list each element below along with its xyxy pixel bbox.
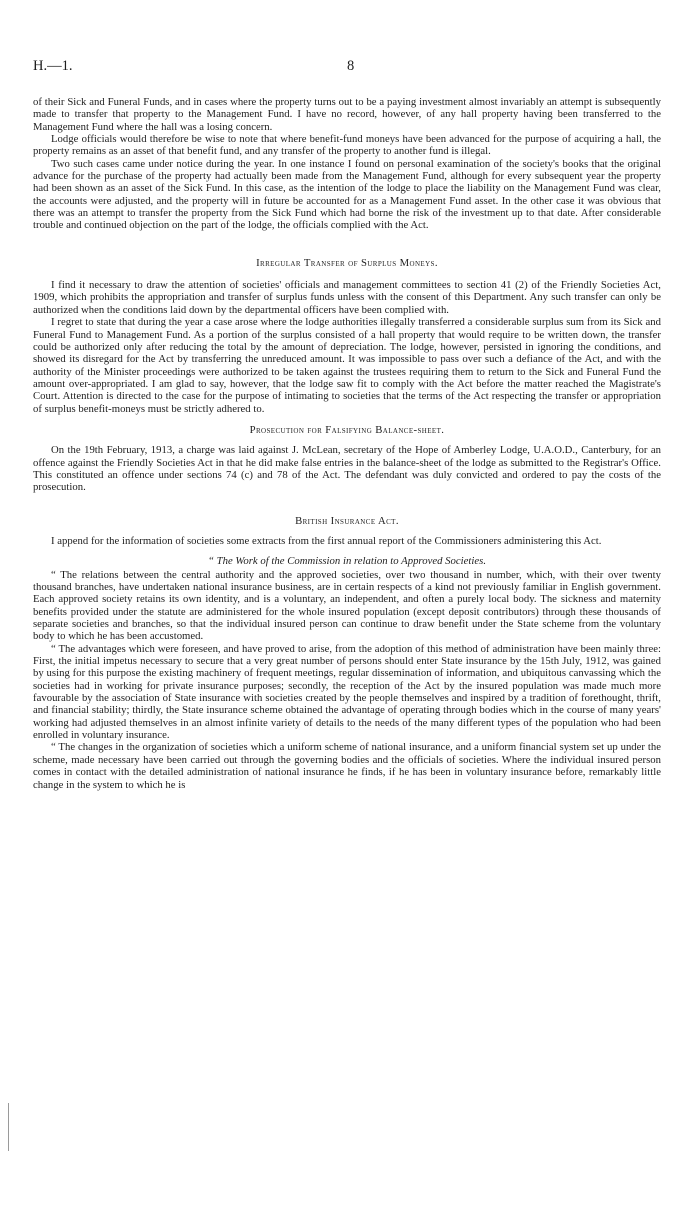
paragraph: I regret to state that during the year a case arose where the lodge authorities illegally transferred a considerable surplus sum from its Sick and Funeral Fund to Management Fund. As a portion of the surplus consisted of a hall property that would require to be written down, the transfer could be authorized only after reducing the total by the amount of depreciation. The lodge, however, persisted in ignoring the conditions, and showed its disregard for the Act by transferring the unreduced amount. It was impossible to pass over such a defiance of the Act, and with the authority of the Minister proceedings were authorized to be taken against the trustees requiring them to return to the Sick and Funeral Fund the amount over-appropriated. I am glad to say, however, that the lodge saw fit to comply with the Act before the matter reached the Magistrate's Court. Attention is directed to the case for the purpose of intimating to societies that the terms of the Act respecting the transfer or appropriation of surplus benefit-moneys must be strictly adhered to. bbox=[33, 316, 661, 415]
paragraph: On the 19th February, 1913, a charge was laid against J. McLean, secretary of the Hope of Amberley Lodge, U.A.O.D., Canterbury, for an offence against the Friendly Societies Act in that he did make false entries in the balance-sheet of the lodge as submitted to the Registrar's Office. This constituted an offence under sections 74 (c) and 78 of the Act. The defendant was duly convicted and ordered to pay the costs of the prosecution. bbox=[33, 444, 661, 494]
sub-heading: “ The Work of the Commission in relation to Approved Societies. bbox=[207, 555, 487, 568]
paragraph: I append for the information of societies some extracts from the first annual report of the Commissioners administering this Act. bbox=[51, 534, 602, 547]
page-number: 8 bbox=[347, 58, 355, 74]
paragraph: Two such cases came under notice during the year. In one instance I found on personal examination of the society's books that the original advance for the purchase of the property had actually been made from the Management Fund, although for every subsequent year the property had been shown as an asset of the Sick Fund. In this case, as the intention of the lodge to place the liability on the Management Fund was clear, the accounts were adjusted, and the property will in future be accounted for as a Management Fund asset. In the other case it was obvious that there was an attempt to transfer the property from the Sick Fund which had borne the risk of the investment up to that date. After considerable trouble and continued objection on the part of the lodge, the officials complied with the Act. bbox=[33, 157, 661, 232]
paragraph: “ The relations between the central authority and the approved societies, over two thousand in number, which, with their over twenty thousand branches, have undertaken national insurance business, are in certain respects of a kind not previously familiar in English government. Each approved society retains its own identity, and is a voluntary, an independent, and often a purely local body. The sickness and maternity benefits provided under the statute are administered for the whole insured population (except deposit contributors) through these thousands of separate societies and branches, so that the individual insured person can continue to draw benefit under the State scheme from the voluntary body to which he has been accustomed. bbox=[33, 568, 661, 643]
section-heading-irregular-transfer: Irregular Transfer of Surplus Moneys. bbox=[256, 256, 438, 269]
margin-mark bbox=[8, 1103, 9, 1151]
paragraph: “ The changes in the organization of societies which a uniform scheme of national insurance, and a uniform financial system set up under the scheme, made necessary have been carried out through the governing bodies and the officials of societies. Where the individual insured person comes in contact with the detailed administration of national insurance he finds, if he has been in voluntary insurance before, remarkably little change in the system to which he is bbox=[33, 741, 661, 791]
paragraph: I find it necessary to draw the attention of societies' officials and management committees to section 41 (2) of the Friendly Societies Act, 1909, which prohibits the appropriation and transfer of surplus funds unless with the consent of this Department. Any such transfer can only be authorized when the conditions laid down by the departmental officers have been complied with. bbox=[33, 279, 661, 316]
document-body bbox=[33, 96, 661, 791]
document-reference: H.—1. bbox=[33, 58, 73, 74]
paragraph: “ The advantages which were foreseen, and have proved to arise, from the adoption of this method of administration have been mainly three: First, the initial impetus necessary to secure that a very great number of persons should enter State insurance by the 15th July, 1912, was gained by using for this purpose the existing machinery of frequent meetings, regular dissemination of information, and ubiquitous canvassing which the societies had in working for private insurance purposes; secondly, the reception of the Act by the insured population was made much more favourable by the association of State insurance with societies created by the people themselves and inspired by a tradition of forethought, thrift, and financial stability; thirdly, the State insurance scheme obtained the advantage of operating through bodies which in the course of many years' working had adjusted themselves in an almost infinite variety of details to the needs of the many different types of the population who had been enrolled in voluntary insurance. bbox=[33, 642, 661, 742]
section-heading-insurance-act: British Insurance Act. bbox=[295, 514, 399, 527]
paragraph: of their Sick and Funeral Funds, and in cases where the property turns out to be a paying investment almost invariably an attempt is subsequently made to transfer that property to the Management Fund. I have no record, however, of any hall property having been transferred to the Management Fund where the hall was a losing concern. bbox=[33, 96, 661, 133]
paragraph: Lodge officials would therefore be wise to note that where benefit-fund moneys have been advanced for the purpose of acquiring a hall, the property remains as an asset of that benefit fund, and any transfer of the property to another fund is illegal. bbox=[33, 133, 661, 158]
section-heading-prosecution: Prosecution for Falsifying Balance-sheet. bbox=[249, 423, 445, 436]
page-header bbox=[33, 58, 661, 78]
